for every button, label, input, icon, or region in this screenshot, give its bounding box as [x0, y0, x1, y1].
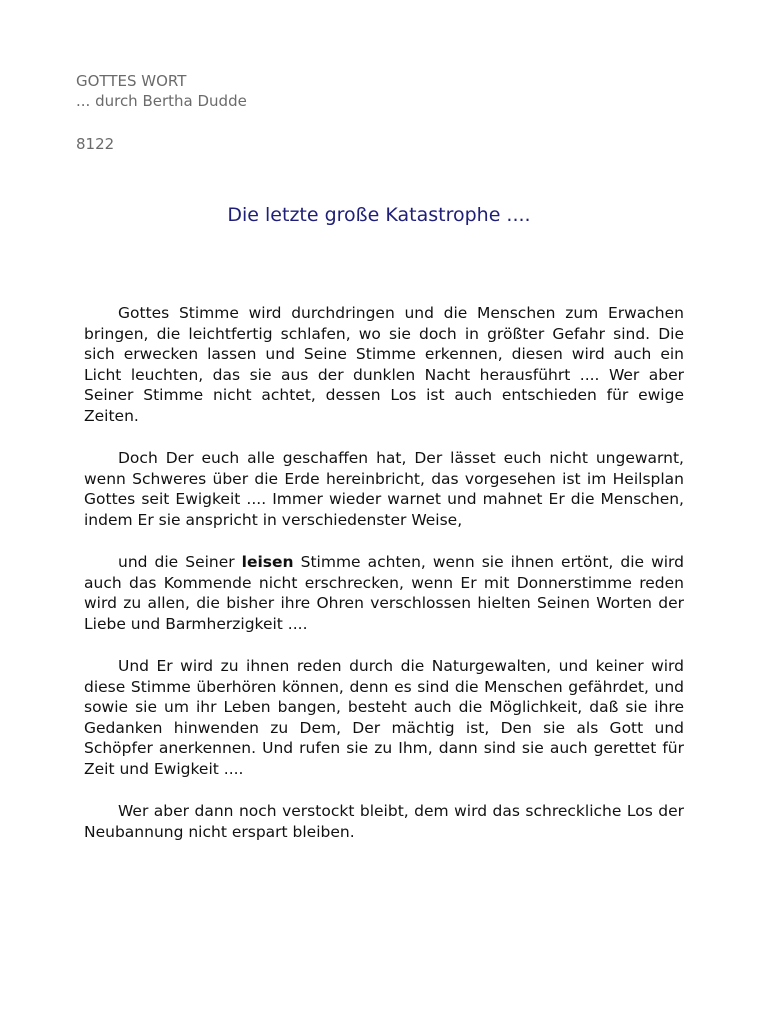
paragraph-5: Wer aber dann noch verstockt bleibt, dem wird das schreckliche Los der Neubannung nicht erspart bleiben.: [84, 802, 684, 841]
paragraph-3-rest: Stimme achten, wenn sie ihnen ertönt, die wird auch das Kommende nicht erschrecken, wenn Er mit Donnerstimme reden wird zu allen, die bisher ihre Ohren verschlossen hielten Seinen Worten der Liebe und Barmherzigkeit ....: [84, 553, 684, 633]
header-author: ... durch Bertha Dudde: [76, 92, 247, 110]
emphasized-word: leisen: [241, 553, 294, 571]
paragraph-1: Gottes Stimme wird durchdringen und die Menschen zum Erwachen bringen, die leichtfertig schlafen, wo sie doch in größter Gefahr sind. Die sich erwecken lassen und Seine Stimme erkennen, diesen wird auch ein Licht leuchten, das sie aus der dunklen Nacht herausführt .... Wer aber Seiner Stimme nicht achtet, dessen Los ist auch entschieden für ewige Zeiten.: [84, 304, 684, 425]
paragraph-3-start: und die Seiner: [118, 553, 242, 571]
document-title: Die letzte große Katastrophe ....: [227, 204, 531, 226]
document-number: 8122: [76, 135, 115, 153]
paragraph-2: Doch Der euch alle geschaffen hat, Der lässet euch nicht ungewarnt, wenn Schweres über die Erde hereinbricht, das vorgesehen ist im Heilsplan Gottes seit Ewigkeit .... Immer wieder warnet und mahnet Er die Menschen, indem Er sie anspricht in verschiedenster Weise,: [84, 449, 684, 529]
document-header: [76, 71, 247, 111]
paragraph-4: Und Er wird zu ihnen reden durch die Naturgewalten, und keiner wird diese Stimme überhören können, denn es sind die Menschen gefährdet, und sowie sie um ihr Leben bangen, besteht auch die Möglichkeit, daß sie ihre Gedanken hinwenden zu Dem, Der mächtig ist, Den sie als Gott und Schöpfer anerkennen. Und rufen sie zu Ihm, dann sind sie auch gerettet für Zeit und Ewigkeit ....: [84, 657, 684, 778]
header-series-title: GOTTES WORT: [76, 72, 187, 90]
document-body: [84, 303, 684, 864]
paragraph-3: [84, 552, 684, 634]
